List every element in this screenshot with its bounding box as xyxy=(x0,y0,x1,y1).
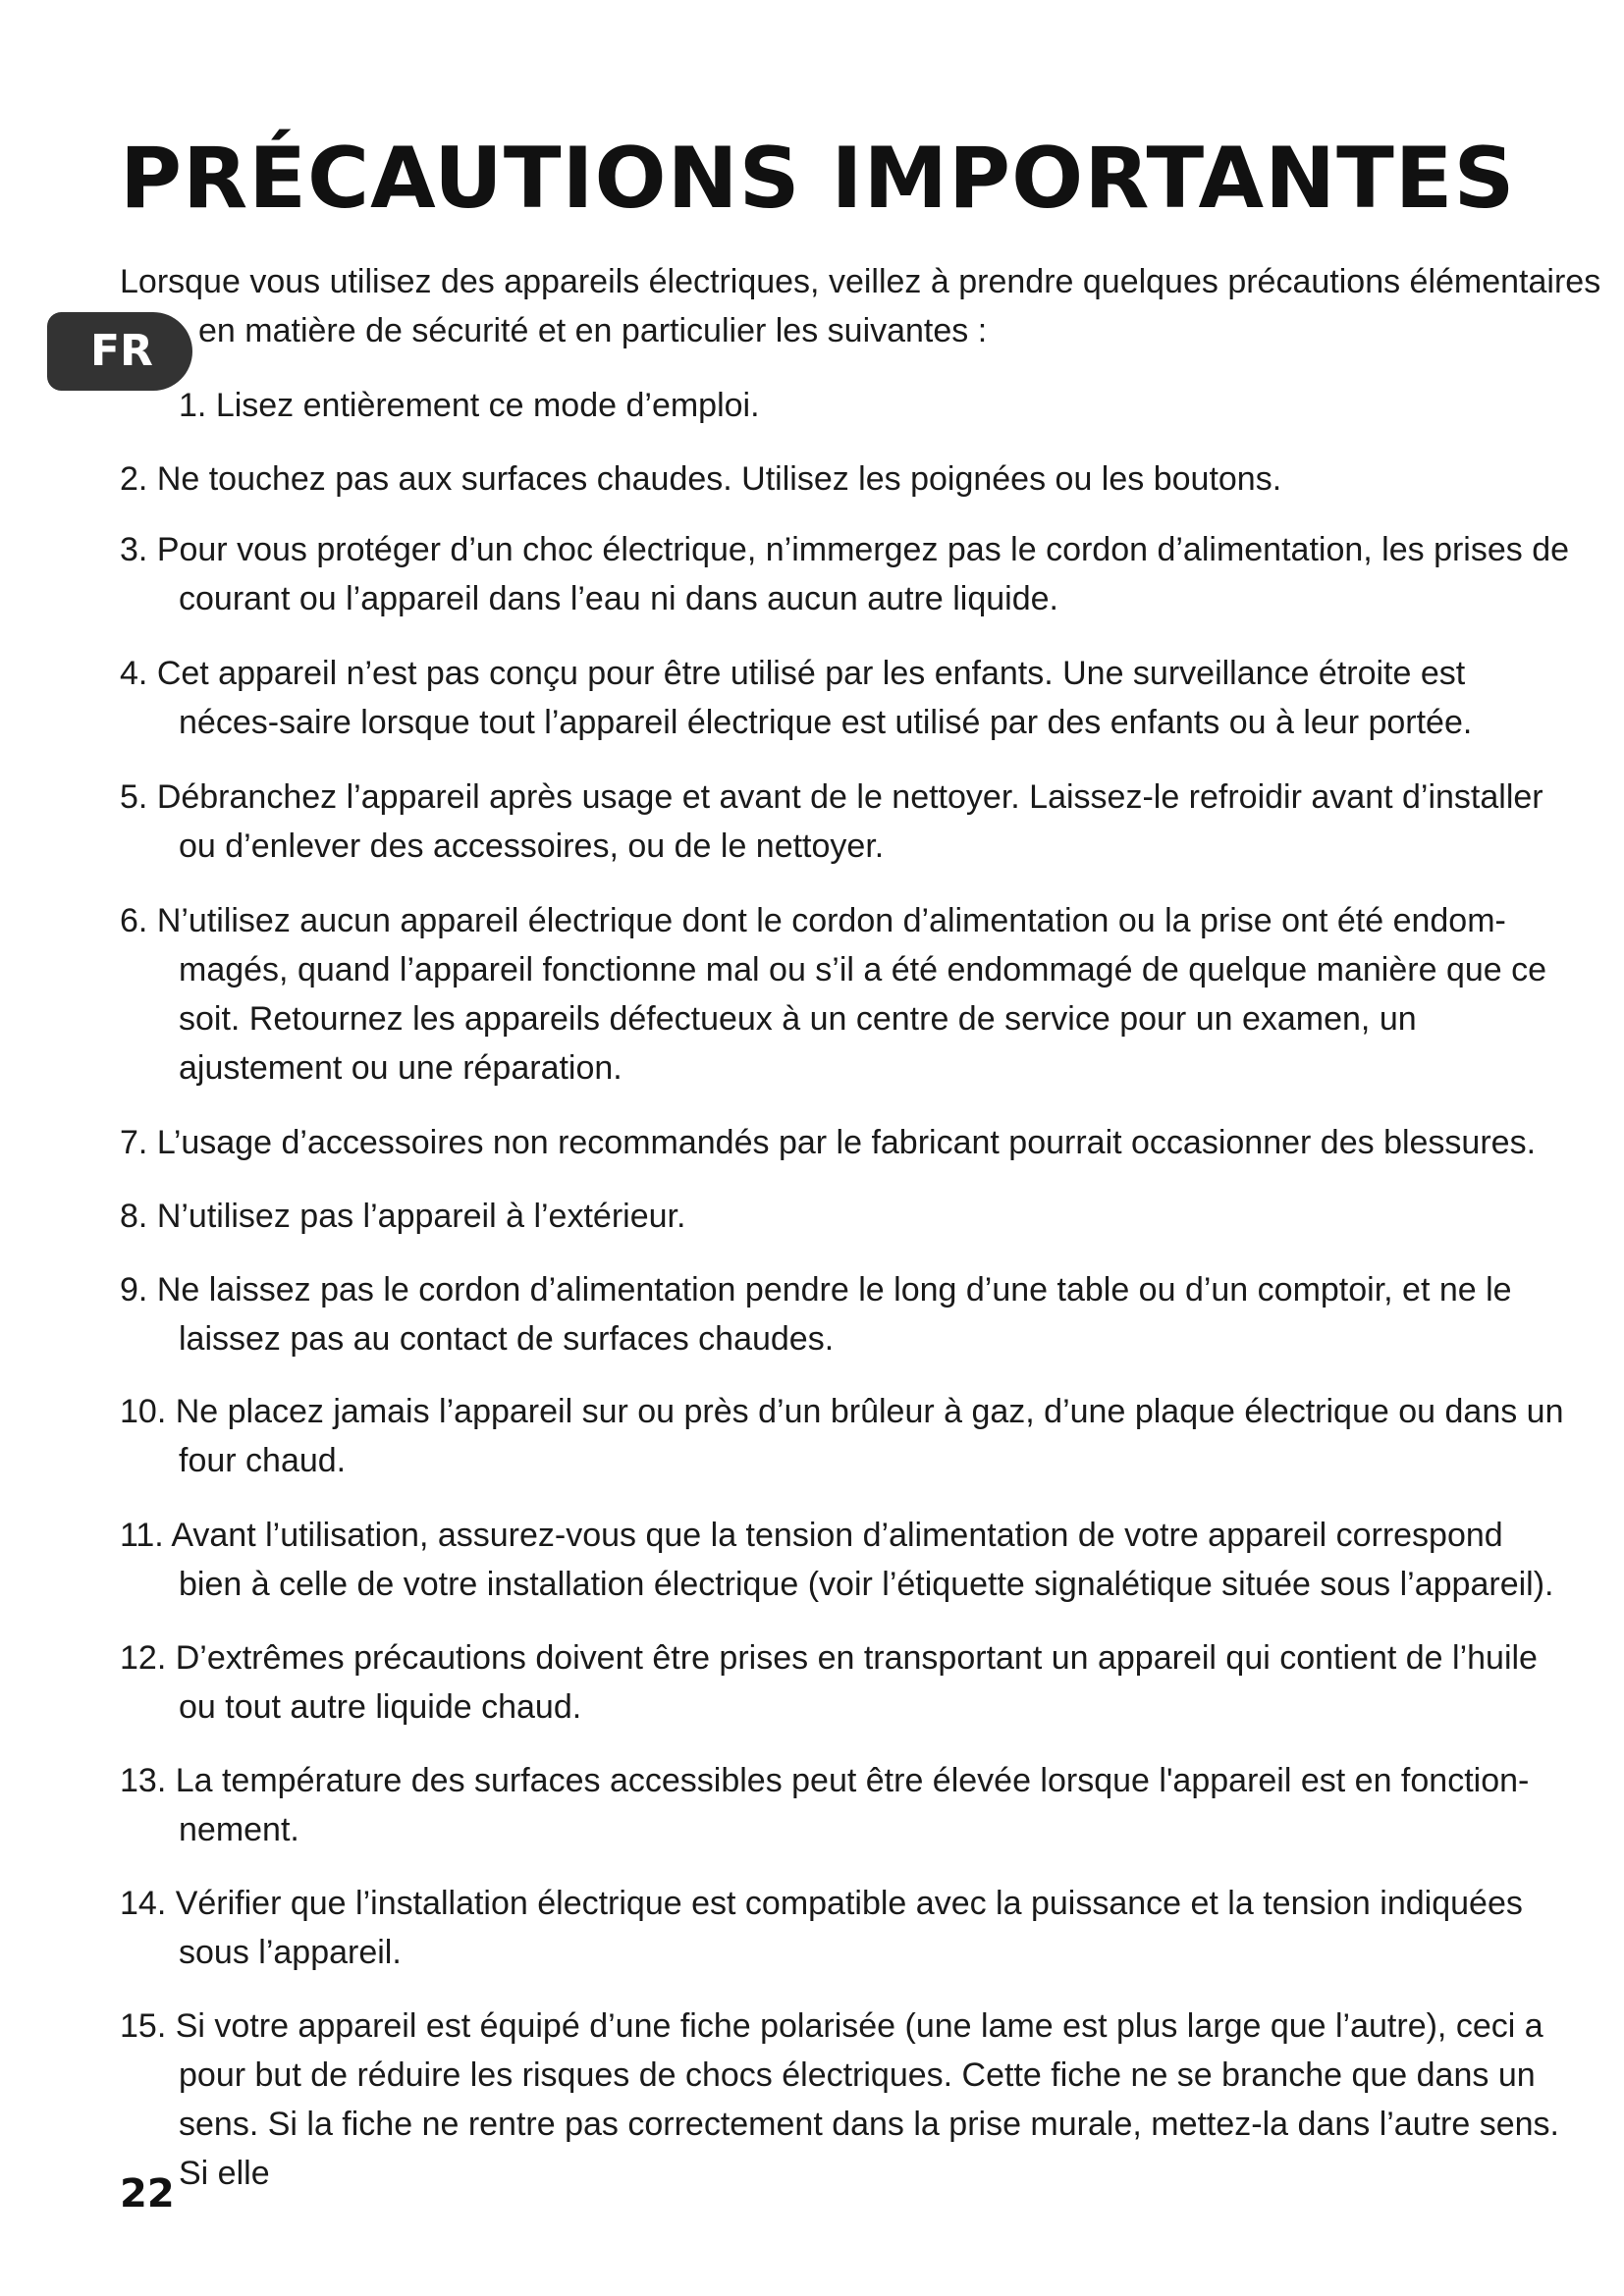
list-item-text: Ne laissez pas le cordon d’alimentation pendre le long d’une table ou d’un comptoir, et ne le laissez pas au contact de surfaces chaudes. xyxy=(156,1271,1512,1358)
list-item xyxy=(120,649,1573,747)
list-item xyxy=(120,1756,1573,1854)
list-item-number: 6. xyxy=(120,902,157,939)
list-item-number: 9. xyxy=(120,1271,157,1308)
list-item-text: Vérifier que l’installation électrique est compatible avec la puissance et la tension indiquées sous l’appareil. xyxy=(175,1885,1523,1971)
list-item xyxy=(120,1387,1573,1485)
list-item xyxy=(120,1879,1573,1977)
list-item-number: 4. xyxy=(120,655,157,692)
list-item xyxy=(120,773,1573,871)
language-tab: FR xyxy=(47,312,192,391)
list-item-text: D’extrêmes précautions doivent être prises en transportant un appareil qui contient de l’huile ou tout autre liquide chaud. xyxy=(175,1639,1538,1726)
list-item xyxy=(120,1511,1573,1609)
list-item-number: 12. xyxy=(120,1639,176,1677)
list-item xyxy=(179,381,1553,430)
list-item xyxy=(120,1265,1573,1363)
list-item-text: Cet appareil n’est pas conçu pour être utilisé par les enfants. Une surveillance étroite est néces-saire lorsque tout l’appareil électrique est utilisé par des enfants ou à leur portée. xyxy=(156,655,1473,741)
list-item-text: Avant l’utilisation, assurez-vous que la tension d’alimentation de votre appareil correspond bien à celle de votre installation électrique (voir l’étiquette signalétique située sous l’appareil). xyxy=(171,1517,1554,1603)
list-item-number: 1. xyxy=(179,387,216,424)
list-item-text: Ne placez jamais l’appareil sur ou près d’un brûleur à gaz, d’une plaque électrique ou dans un four chaud. xyxy=(175,1393,1564,1479)
list-item-text: L’usage d’accessoires non recommandés par le fabricant pourrait occasionner des blessures. xyxy=(156,1124,1537,1161)
list-item xyxy=(120,1118,1573,1167)
list-item-number: 5. xyxy=(120,778,157,816)
page-number: 22 xyxy=(120,2171,175,2216)
list-item-number: 2. xyxy=(120,460,157,498)
list-item-number: 13. xyxy=(120,1762,176,1799)
intro-line-1: Lorsque vous utilisez des appareils électriques, veillez à prendre quelques précautions élémentaires xyxy=(120,263,1601,300)
list-item-number: 11. xyxy=(120,1517,172,1554)
list-item xyxy=(120,454,1573,504)
list-item-text: N’utilisez aucun appareil électrique dont le cordon d’alimentation ou la prise ont été endom-magés, quand l’appareil fonctionne mal ou s’il a été endommagé de quelque manière que ce soit. Retournez les appareils défectueux à un centre de service pour un examen, un ajustement ou une réparation. xyxy=(156,902,1547,1087)
list-item-text: Lisez entièrement ce mode d’emploi. xyxy=(215,387,760,424)
list-item-text: Pour vous protéger d’un choc électrique, n’immergez pas le cordon d’alimentation, les prises de courant ou l’appareil dans l’eau ni dans aucun autre liquide. xyxy=(156,531,1570,617)
list-item xyxy=(120,1633,1573,1732)
list-item-number: 7. xyxy=(120,1124,157,1161)
list-item-number: 8. xyxy=(120,1198,157,1235)
list-item xyxy=(120,2002,1573,2198)
list-item-text: Ne touchez pas aux surfaces chaudes. Utilisez les poignées ou les boutons. xyxy=(156,460,1282,498)
list-item xyxy=(120,896,1573,1093)
list-item-number: 15. xyxy=(120,2007,176,2045)
list-item-number: 14. xyxy=(120,1885,176,1922)
list-item-text: N’utilisez pas l’appareil à l’extérieur. xyxy=(156,1198,686,1235)
list-item xyxy=(120,525,1573,623)
page-title: PRÉCAUTIONS IMPORTANTES xyxy=(120,130,1516,228)
list-item-text: Si votre appareil est équipé d’une fiche polarisée (une lame est plus large que l’autre), ceci a pour but de réduire les risques de chocs électriques. Cette fiche ne se branche que dans un sens. Si la fiche ne rentre pas correctement dans la prise murale, mettez-la dans l’autre sens. Si elle xyxy=(175,2007,1560,2192)
list-item-text: Débranchez l’appareil après usage et avant de le nettoyer. Laissez-le refroidir avant d’installer ou d’enlever des accessoires, ou de le nettoyer. xyxy=(156,778,1543,865)
list-item-text: La température des surfaces accessibles peut être élevée lorsque l'appareil est en fonction-nement. xyxy=(175,1762,1530,1848)
list-item-number: 10. xyxy=(120,1393,176,1430)
intro-line-2: en matière de sécurité et en particulier les suivantes : xyxy=(198,312,988,349)
list-item xyxy=(120,1192,1573,1241)
list-item-number: 3. xyxy=(120,531,157,568)
